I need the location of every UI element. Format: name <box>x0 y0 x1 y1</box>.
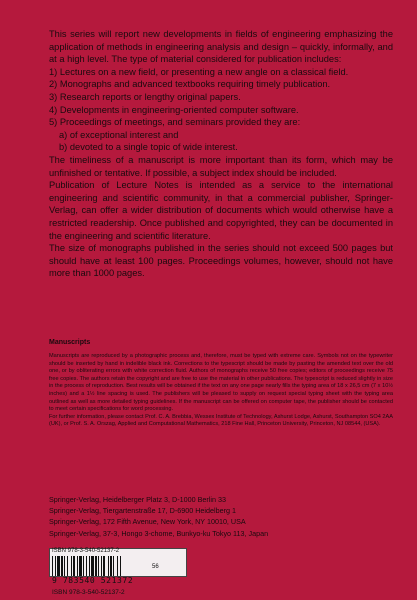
contact-paragraph: For further information, please contact Prof. C. A. Brebbia, Wessex Institute of Technology, Ashurst Lodge, Ashurst, Southampton SO4 2AA (UK), or Prof. S. A. Orszag, Applied and Computational Mathematics, 218 Fine Hall, Princeton University, Princeton, NJ 08544, (USA). <box>49 413 393 428</box>
list-item: 3) Research reports or lengthy original papers. <box>49 91 241 102</box>
list-item: 5) Proceedings of meetings, and seminars provided they are: <box>49 117 301 128</box>
isbn-bottom-text: ISBN 978-3-540-52137-2 <box>52 589 125 596</box>
size-paragraph: The size of monographs published in the series should not exceed 500 pages but should have at least 100 pages. Proceedings volumes, however, should not have more than 1000 pages. <box>49 243 393 279</box>
manuscripts-section <box>49 353 393 429</box>
publisher-address: Springer-Verlag, Tiergartenstraße 17, D-6900 Heidelberg 1 <box>49 506 236 516</box>
barcode-addon: 56 <box>152 564 159 570</box>
publisher-addresses <box>49 494 268 539</box>
intro-paragraph: This series will report new developments in fields of engineering emphasizing the application of methods in engineering analysis and design – quickly, informally, and at a high level. The type of material considered for publication includes: <box>49 29 393 65</box>
series-description <box>49 28 393 280</box>
list-item: 2) Monographs and advanced textbooks requiring timely publication. <box>49 79 331 90</box>
manuscripts-body: Manuscripts are reproduced by a photographic process and, therefore, must be typed with extreme care. Symbols not on the typewriter should be inserted by hand in indelible black ink. Corrections to the typescript should be made by pasting the amended text over the old one, or by obliterating errors with white correction fluid. Authors of monographs receive 50 free copies; editors of proceedings receive 75 free copies. The authors retain the copyright and are free to use the material in other publications. The typescript is reduced slightly in size in the process of reproduction. Best results will be obtained if the text on any one page nearly fills the typing area of 18 x 26,5 cm (7 x 10½ inches) and a 1½ line spacing is used. The publishers will be pleased to supply on request special typing sheet with the typing area outlined as well as more detailed typing guidelines. If the manuscript can be offered on computer tape, the publisher should be contacted to meet certain specifications for word processing. <box>49 353 393 413</box>
list-item: 4) Developments in engineering-oriented computer software. <box>49 104 299 115</box>
list-item: 1) Lectures on a new field, or presenting a new angle on a classical field. <box>49 66 349 77</box>
list-subitem: a) of exceptional interest and <box>59 129 179 140</box>
service-paragraph: Publication of Lecture Notes is intended as a service to the international engineering and scientific community, in that a commercial publisher, Springer-Verlag, can offer a wider distribution of documents which would otherwise have a restricted readership. Once published and copyrighted, they can be documented in the engineering and scientific literature. <box>49 180 393 241</box>
manuscripts-heading: Manuscripts <box>49 339 91 346</box>
isbn-top-text: ISBN 978-3-540-52137-2 <box>52 548 120 554</box>
publisher-address: Springer-Verlag, Heidelberger Platz 3, D-1000 Berlin 33 <box>49 495 226 504</box>
barcode-icon <box>52 556 148 576</box>
list-subitem: b) devoted to a single topic of wide interest. <box>59 142 238 153</box>
publisher-address: Springer-Verlag, 172 Fifth Avenue, New York, NY 10010, USA <box>49 517 246 527</box>
timeliness-paragraph: The timeliness of a manuscript is more important than its form, which may be unfinished or tentative. If possible, a subject index should be included. <box>49 154 393 178</box>
publisher-address: Springer-Verlag, 37-3, Hongo 3-chome, Bunkyo-ku Tokyo 113, Japan <box>49 528 269 538</box>
barcode-digits: 9 783540 521372 <box>52 576 134 585</box>
